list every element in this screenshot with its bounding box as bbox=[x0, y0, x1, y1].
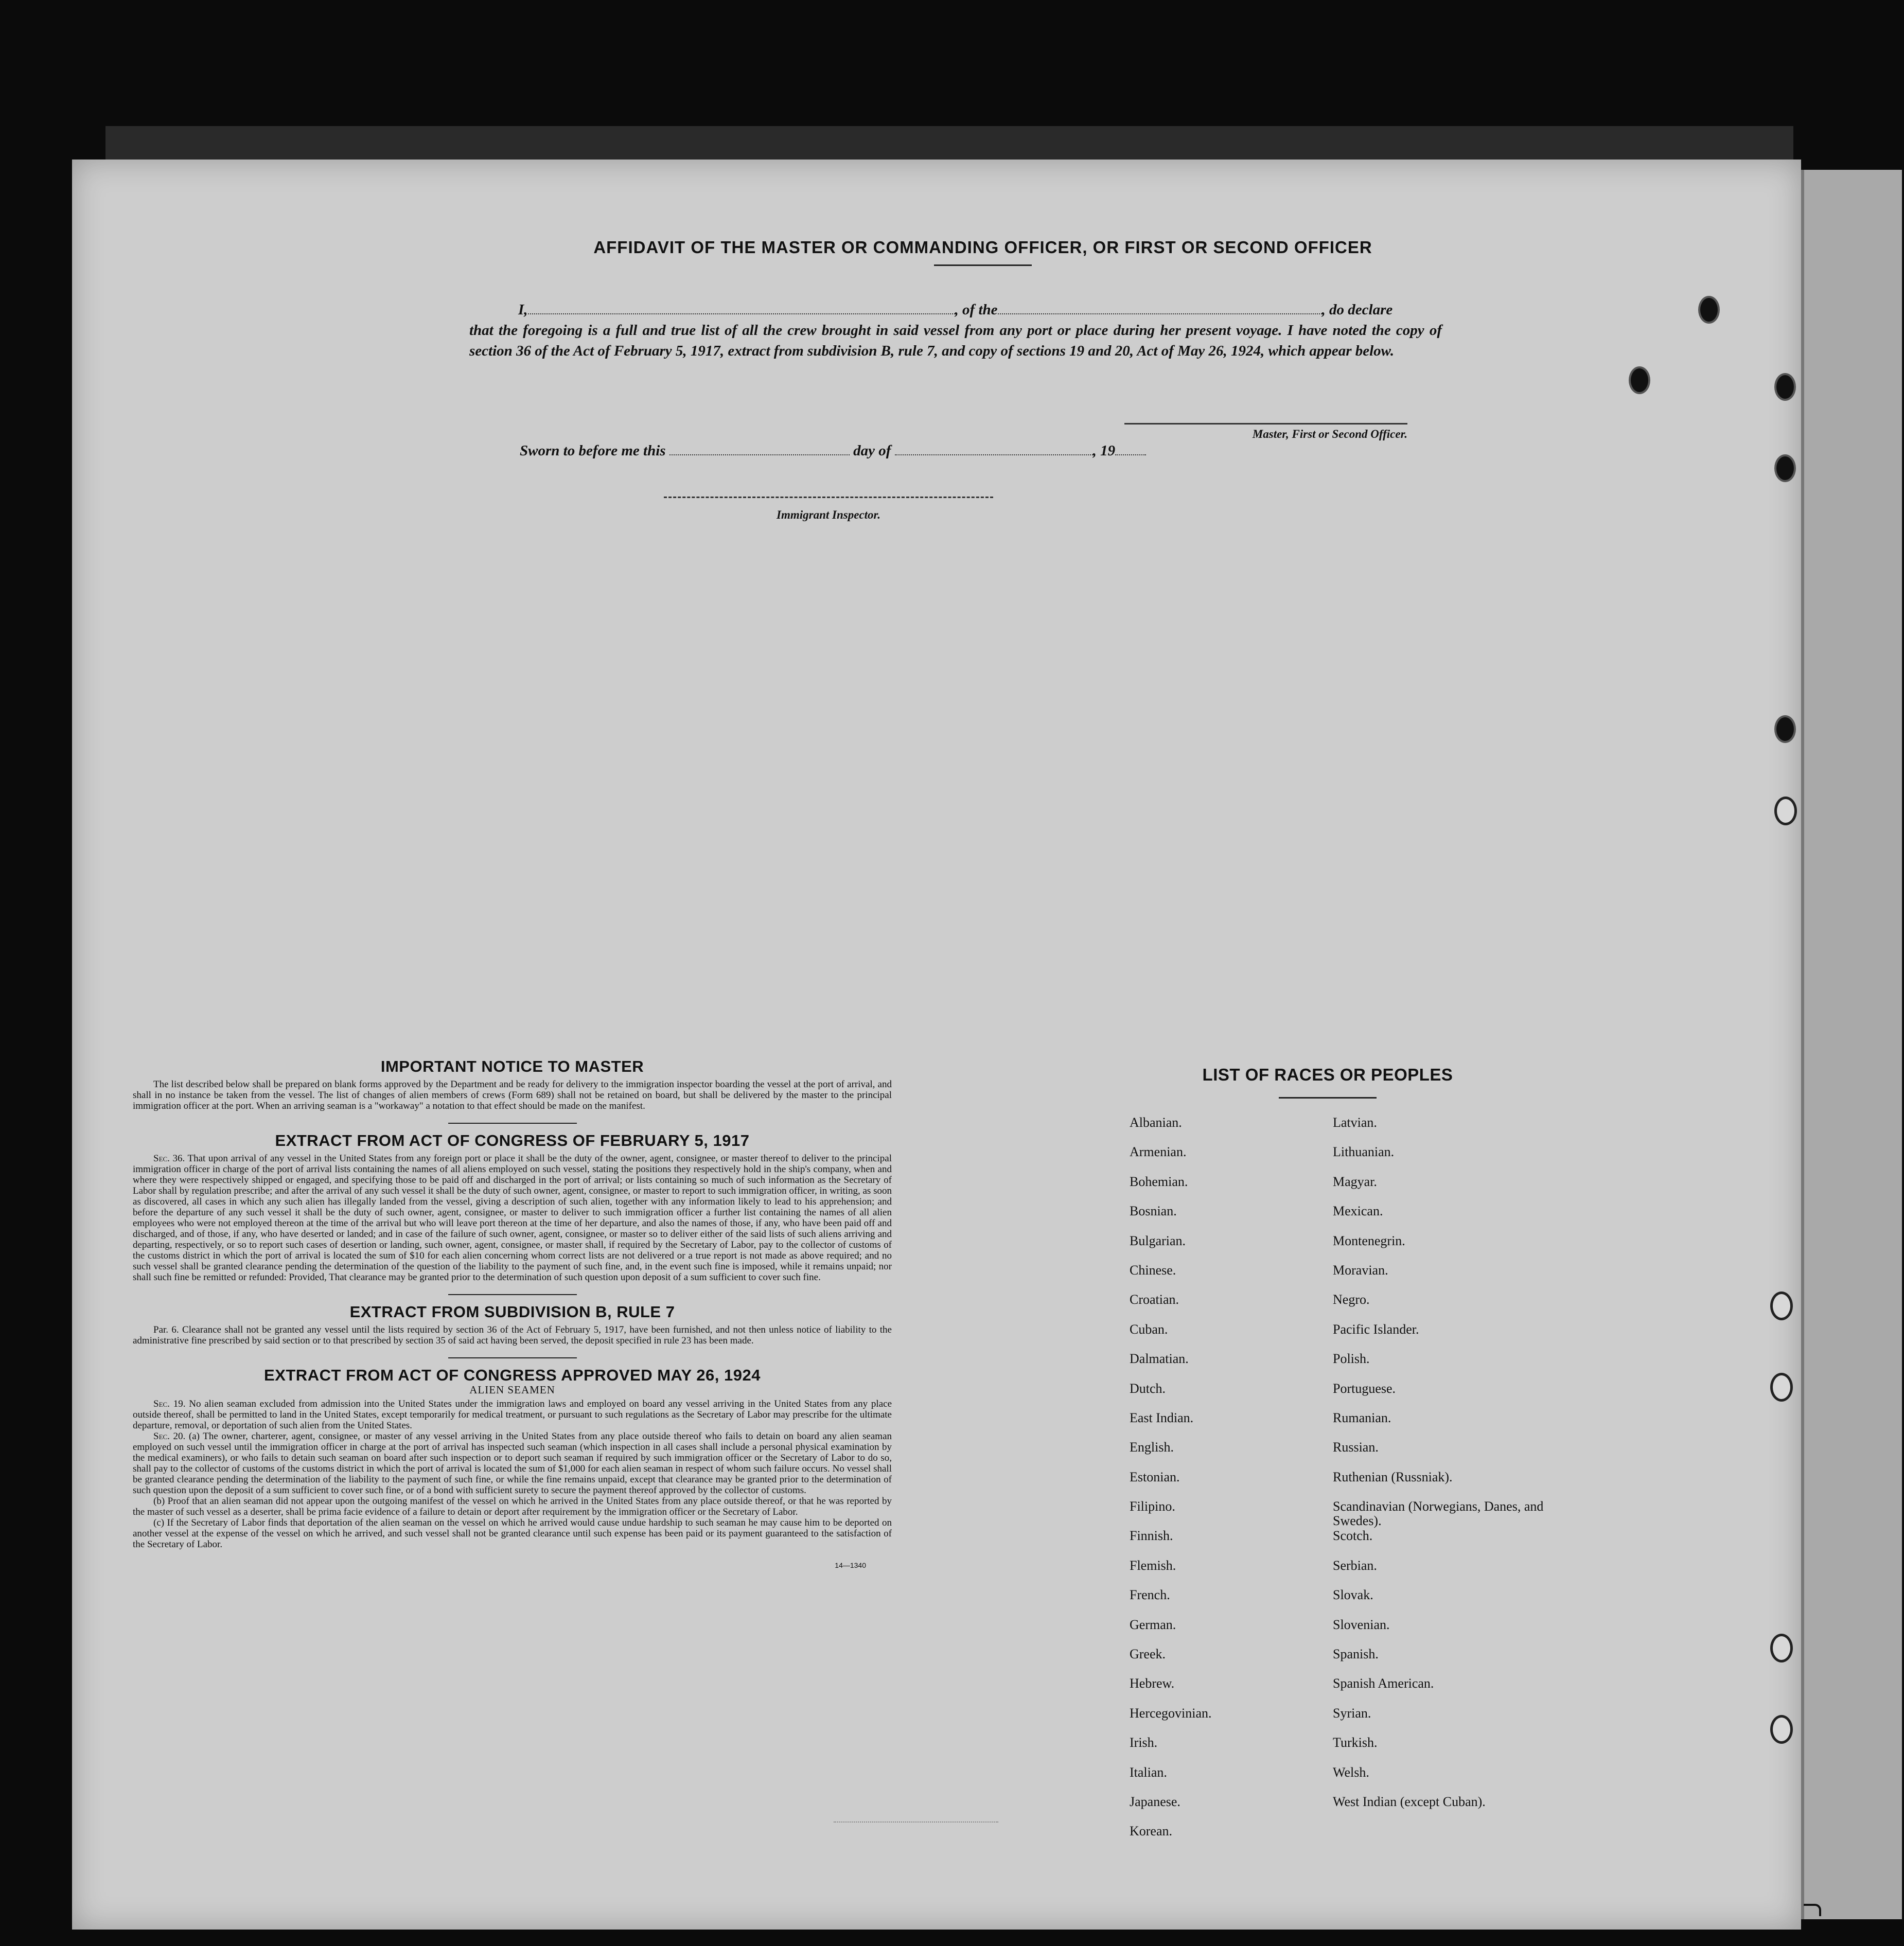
extract-rule7-title: EXTRACT FROM SUBDIVISION B, RULE 7 bbox=[349, 1303, 675, 1321]
affidavit-title: AFFIDAVIT OF THE MASTER OR COMMANDING OFFICER, OR FIRST OR SECOND OFFICER bbox=[593, 238, 1372, 257]
affidavit-first-line bbox=[469, 299, 1442, 320]
legal-notice-column bbox=[133, 1057, 892, 1571]
race-item: Chinese. bbox=[1130, 1262, 1176, 1278]
races-title: LIST OF RACES OR PEOPLES bbox=[1202, 1065, 1453, 1084]
race-item: Ruthenian (Russniak). bbox=[1333, 1469, 1453, 1484]
race-item: Russian. bbox=[1333, 1440, 1379, 1455]
race-item: Spanish. bbox=[1333, 1647, 1379, 1662]
sec-20b-paragraph: (b) Proof that an alien seaman did not appear upon the outgoing manifest of the vessel on which he arrived in the United States from any place outside thereof, or that he was reported by the master of such vessel as a deserter, shall be prima facie evidence of a failure to detain or deport after requirement by the immigration officer or the Secretary of Labor. bbox=[133, 1496, 892, 1517]
race-item: Rumanian. bbox=[1333, 1410, 1391, 1425]
sec-36-label: Sec. 36. bbox=[153, 1153, 185, 1164]
corner-mark bbox=[1804, 1904, 1821, 1916]
sworn-date-blank bbox=[669, 443, 850, 455]
race-item: Welsh. bbox=[1333, 1764, 1369, 1780]
i-label: I, bbox=[518, 302, 528, 318]
extract-1917-body bbox=[133, 1153, 892, 1283]
divider bbox=[448, 1294, 577, 1295]
race-item: West Indian (except Cuban). bbox=[1333, 1794, 1486, 1809]
vessel-blank bbox=[998, 302, 1322, 314]
sec-20-label: Sec. 20. bbox=[153, 1431, 186, 1442]
race-item: Slovenian. bbox=[1333, 1617, 1390, 1632]
binder-hole bbox=[1774, 797, 1797, 825]
title-rule bbox=[934, 264, 1032, 266]
name-blank bbox=[528, 302, 955, 314]
race-item: Armenian. bbox=[1130, 1144, 1187, 1160]
race-item: Pacific Islander. bbox=[1333, 1321, 1419, 1337]
race-item: Bosnian. bbox=[1130, 1204, 1177, 1219]
form-number: 14—1340 bbox=[835, 1561, 866, 1569]
race-item: Slovak. bbox=[1333, 1587, 1373, 1603]
race-item: Scandinavian (Norwegians, Danes, and Swedes). bbox=[1333, 1499, 1544, 1529]
race-item: Japanese. bbox=[1130, 1794, 1180, 1809]
inspector-signature-line bbox=[664, 497, 993, 522]
race-item: Cuban. bbox=[1130, 1321, 1168, 1337]
extract-1924-title: EXTRACT FROM ACT OF CONGRESS APPROVED MAY 26, 1924 bbox=[264, 1366, 761, 1384]
sec-36-text: That upon arrival of any vessel in the United States from any foreign port or place it shall be the duty of the owner, agent, consignee, or master thereof to deliver to the principal immigration officer in charge of the port of arrival lists containing the names of all aliens employed on such vessel, stating the positions they respectively hold in the ship's company, when and where they were respectively shipped or engaged, and specifying those to be paid off and discharged in the port of arrival; or lists containing so much of such information as the Secretary of Labor shall by regulation prescribe; and after the arrival of any such vessel it shall be the duty of such owner, agent, consignee, or master to report to such immigration officer, in writing, as soon as discovered, all cases in which any such alien has illegally landed from the vessel, giving a description of such alien, together with any information likely to lead to his apprehension; and before the departure of any such vessel it shall be the duty of such owner, agent, consignee, or master to deliver to such immigration officer a further list containing the names of all alien employees who were not employed thereon at the time of the arrival but who will leave port thereon at the time of her departure, and also the names of those, if any, who have been paid off and discharged, and of those, if any, who have deserted or landed; and in case of the failure of such owner, agent, consignee, or master so to deliver either of the said lists of such aliens arriving and departing, respectively, or so to report such cases of desertion or landing, such owner, agent, consignee, or master shall, if required by the Secretary of Labor, pay to the collector of customs of the customs district in which the port of arrival is located the sum of $10 for each alien concerning whom correct lists are not delivered or a true report is not made as above required; and no such vessel shall be granted clearance pending the determination of the question of the liability to the payment of such fine, and, in the event such fine is imposed, while it remains unpaid; nor shall such fine be remitted or refunded: Provided, That clearance may be granted prior to the determination of such question upon deposit of a sum sufficient to cover such fine. bbox=[133, 1153, 892, 1283]
race-item: Polish. bbox=[1333, 1351, 1370, 1367]
race-item: Scotch. bbox=[1333, 1528, 1373, 1544]
faint-handwriting bbox=[834, 1801, 998, 1823]
race-item: Syrian. bbox=[1333, 1705, 1371, 1721]
inspector-label: Immigrant Inspector. bbox=[777, 508, 880, 521]
race-item bbox=[1333, 1824, 1546, 1853]
races-heading bbox=[1132, 1065, 1523, 1099]
race-item: Turkish. bbox=[1333, 1735, 1378, 1750]
binder-hole bbox=[1770, 1373, 1793, 1402]
sec-19-paragraph bbox=[133, 1399, 892, 1431]
race-item: Finnish. bbox=[1130, 1528, 1173, 1544]
race-item: Mexican. bbox=[1333, 1204, 1383, 1219]
race-item: Estonian. bbox=[1130, 1469, 1180, 1484]
year-blank bbox=[1115, 443, 1146, 455]
year-prefix: , 19 bbox=[1092, 443, 1116, 459]
race-item: Korean. bbox=[1130, 1824, 1173, 1839]
race-item: Bohemian. bbox=[1130, 1174, 1188, 1189]
race-item: Italian. bbox=[1130, 1764, 1167, 1780]
race-item: Albanian. bbox=[1130, 1115, 1182, 1130]
races-list bbox=[1130, 1116, 1546, 1854]
affidavit-statement bbox=[469, 299, 1442, 361]
binder-hole bbox=[1770, 1634, 1793, 1662]
master-signature-label: Master, First or Second Officer. bbox=[1252, 428, 1407, 440]
sec-20a-text: (a) The owner, charterer, agent, consignee, or master of any vessel arriving in the United States from any place outside thereof who fails to detain on board any alien seaman employed on such vessel until the immigration officer in charge at the port of arrival has inspected such seaman (which inspection in all cases shall include a personal physical examination by the medical examiners), or who fails to detain such seaman on board after such inspection or to deport such seaman if required by such immigration officer or the Secretary of Labor to do so, shall pay to the collector of customs of the customs district in which the port of arrival is located the sum of $1,000 for each alien seaman in respect of whom such failure occurs. No vessel shall be granted clearance pending the determination of the liability to the payment of such fine, or while the fine remains unpaid, except that clearance may be granted prior to the determination of such question upon the deposit of a sum sufficient to cover such fine, or of a bond with sufficient surety to secure the payment thereof approved by the collector of customs. bbox=[133, 1431, 892, 1496]
race-item: Negro. bbox=[1333, 1292, 1370, 1307]
divider bbox=[448, 1123, 577, 1124]
binder-hole bbox=[1629, 366, 1650, 394]
divider bbox=[448, 1357, 577, 1358]
sec-19-label: Sec. 19. bbox=[153, 1399, 186, 1409]
race-item: German. bbox=[1130, 1617, 1176, 1632]
of-the-label: , of the bbox=[955, 302, 998, 318]
race-item: Greek. bbox=[1130, 1647, 1166, 1662]
alien-seamen-subtitle: ALIEN SEAMEN bbox=[469, 1384, 555, 1396]
binder-hole bbox=[1774, 454, 1796, 482]
sworn-prefix: Sworn to before me this bbox=[520, 443, 666, 459]
race-item: East Indian. bbox=[1130, 1410, 1194, 1425]
races-title-rule bbox=[1279, 1097, 1377, 1099]
race-item: Flemish. bbox=[1130, 1558, 1176, 1573]
extract-1917-title: EXTRACT FROM ACT OF CONGRESS OF FEBRUARY 5, 1917 bbox=[275, 1131, 750, 1149]
month-blank bbox=[895, 443, 1093, 455]
notice-title: IMPORTANT NOTICE TO MASTER bbox=[380, 1057, 644, 1075]
affidavit-heading bbox=[463, 238, 1503, 266]
race-item: Moravian. bbox=[1333, 1262, 1388, 1278]
affidavit-body: that the foregoing is a full and true list of all the crew brought in said vessel from any port or place during her present voyage. I have noted the copy of section 36 of the Act of February 5, 1917, extract from subdivision B, rule 7, and copy of sections 19 and 20, Act of May 26, 1924, which appear below. bbox=[469, 322, 1442, 359]
race-item: Hercegovinian. bbox=[1130, 1705, 1212, 1721]
do-declare-label: , do declare bbox=[1321, 302, 1393, 318]
extract-rule7-body: Par. 6. Clearance shall not be granted any vessel until the lists required by section 36 of the Act of February 5, 1917, have been furnished, and not then unless notice of liability to the administrative fine prescribed by said section or to that prescribed by section 35 of said act having been served, the deposit specified in rule 23 has been made. bbox=[133, 1324, 892, 1346]
race-item: Lithuanian. bbox=[1333, 1144, 1395, 1160]
notice-body: The list described below shall be prepared on blank forms approved by the Department and be ready for delivery to the immigration inspector boarding the vessel at the port of arrival, and shall in no instance be taken from the vessel. The list of changes of alien members of crews (Form 689) shall not be retained on board, but shall be delivered by the master to the principal immigration officer at the port. When an arriving seaman is a "workaway" a notation to that effect should be made on the manifest. bbox=[133, 1079, 892, 1111]
race-item: Magyar. bbox=[1333, 1174, 1377, 1189]
race-item: Hebrew. bbox=[1130, 1676, 1175, 1691]
adjacent-page-edge bbox=[1801, 170, 1902, 1919]
binder-hole bbox=[1770, 1292, 1793, 1320]
race-item: Dalmatian. bbox=[1130, 1351, 1189, 1367]
race-item: Bulgarian. bbox=[1130, 1233, 1186, 1248]
binder-hole bbox=[1770, 1715, 1793, 1744]
day-of-label: day of bbox=[853, 443, 891, 459]
race-item: Irish. bbox=[1130, 1735, 1158, 1750]
binder-hole bbox=[1698, 296, 1720, 324]
race-item: Serbian. bbox=[1333, 1558, 1377, 1573]
sec-20a-paragraph bbox=[133, 1431, 892, 1496]
sec-20c-paragraph: (c) If the Secretary of Labor finds that deportation of the alien seaman on the vessel on which he arrived would cause undue hardship to such seaman he may cause him to be deported on another vessel at the expense of the vessel on which he arrived, and such vessel shall not be granted clearance until such expense has been paid or its payment guaranteed to the satisfaction of the Secretary of Labor. bbox=[133, 1517, 892, 1550]
sworn-line bbox=[520, 443, 1240, 459]
race-item: Portuguese. bbox=[1333, 1381, 1396, 1396]
binder-hole bbox=[1774, 715, 1796, 743]
race-item: Montenegrin. bbox=[1333, 1233, 1405, 1248]
master-signature-line bbox=[1124, 423, 1407, 441]
race-item: Croatian. bbox=[1130, 1292, 1179, 1307]
race-item: Filipino. bbox=[1130, 1499, 1175, 1514]
race-item: English. bbox=[1130, 1440, 1174, 1455]
race-item: Latvian. bbox=[1333, 1115, 1377, 1130]
race-item: Dutch. bbox=[1130, 1381, 1166, 1396]
race-item: Spanish American. bbox=[1333, 1676, 1434, 1691]
race-item: French. bbox=[1130, 1587, 1170, 1603]
binder-hole bbox=[1774, 373, 1796, 401]
sec-19-text: No alien seaman excluded from admission into the United States under the immigration laws and employed on board any vessel arriving in the United States from any place outside thereof, shall be permitted to land in the United States, except temporarily for medical treatment, or pursuant to such regulations as the Secretary of Labor may prescribe for the ultimate departure, removal, or deportation of such alien from the United States. bbox=[133, 1399, 892, 1431]
